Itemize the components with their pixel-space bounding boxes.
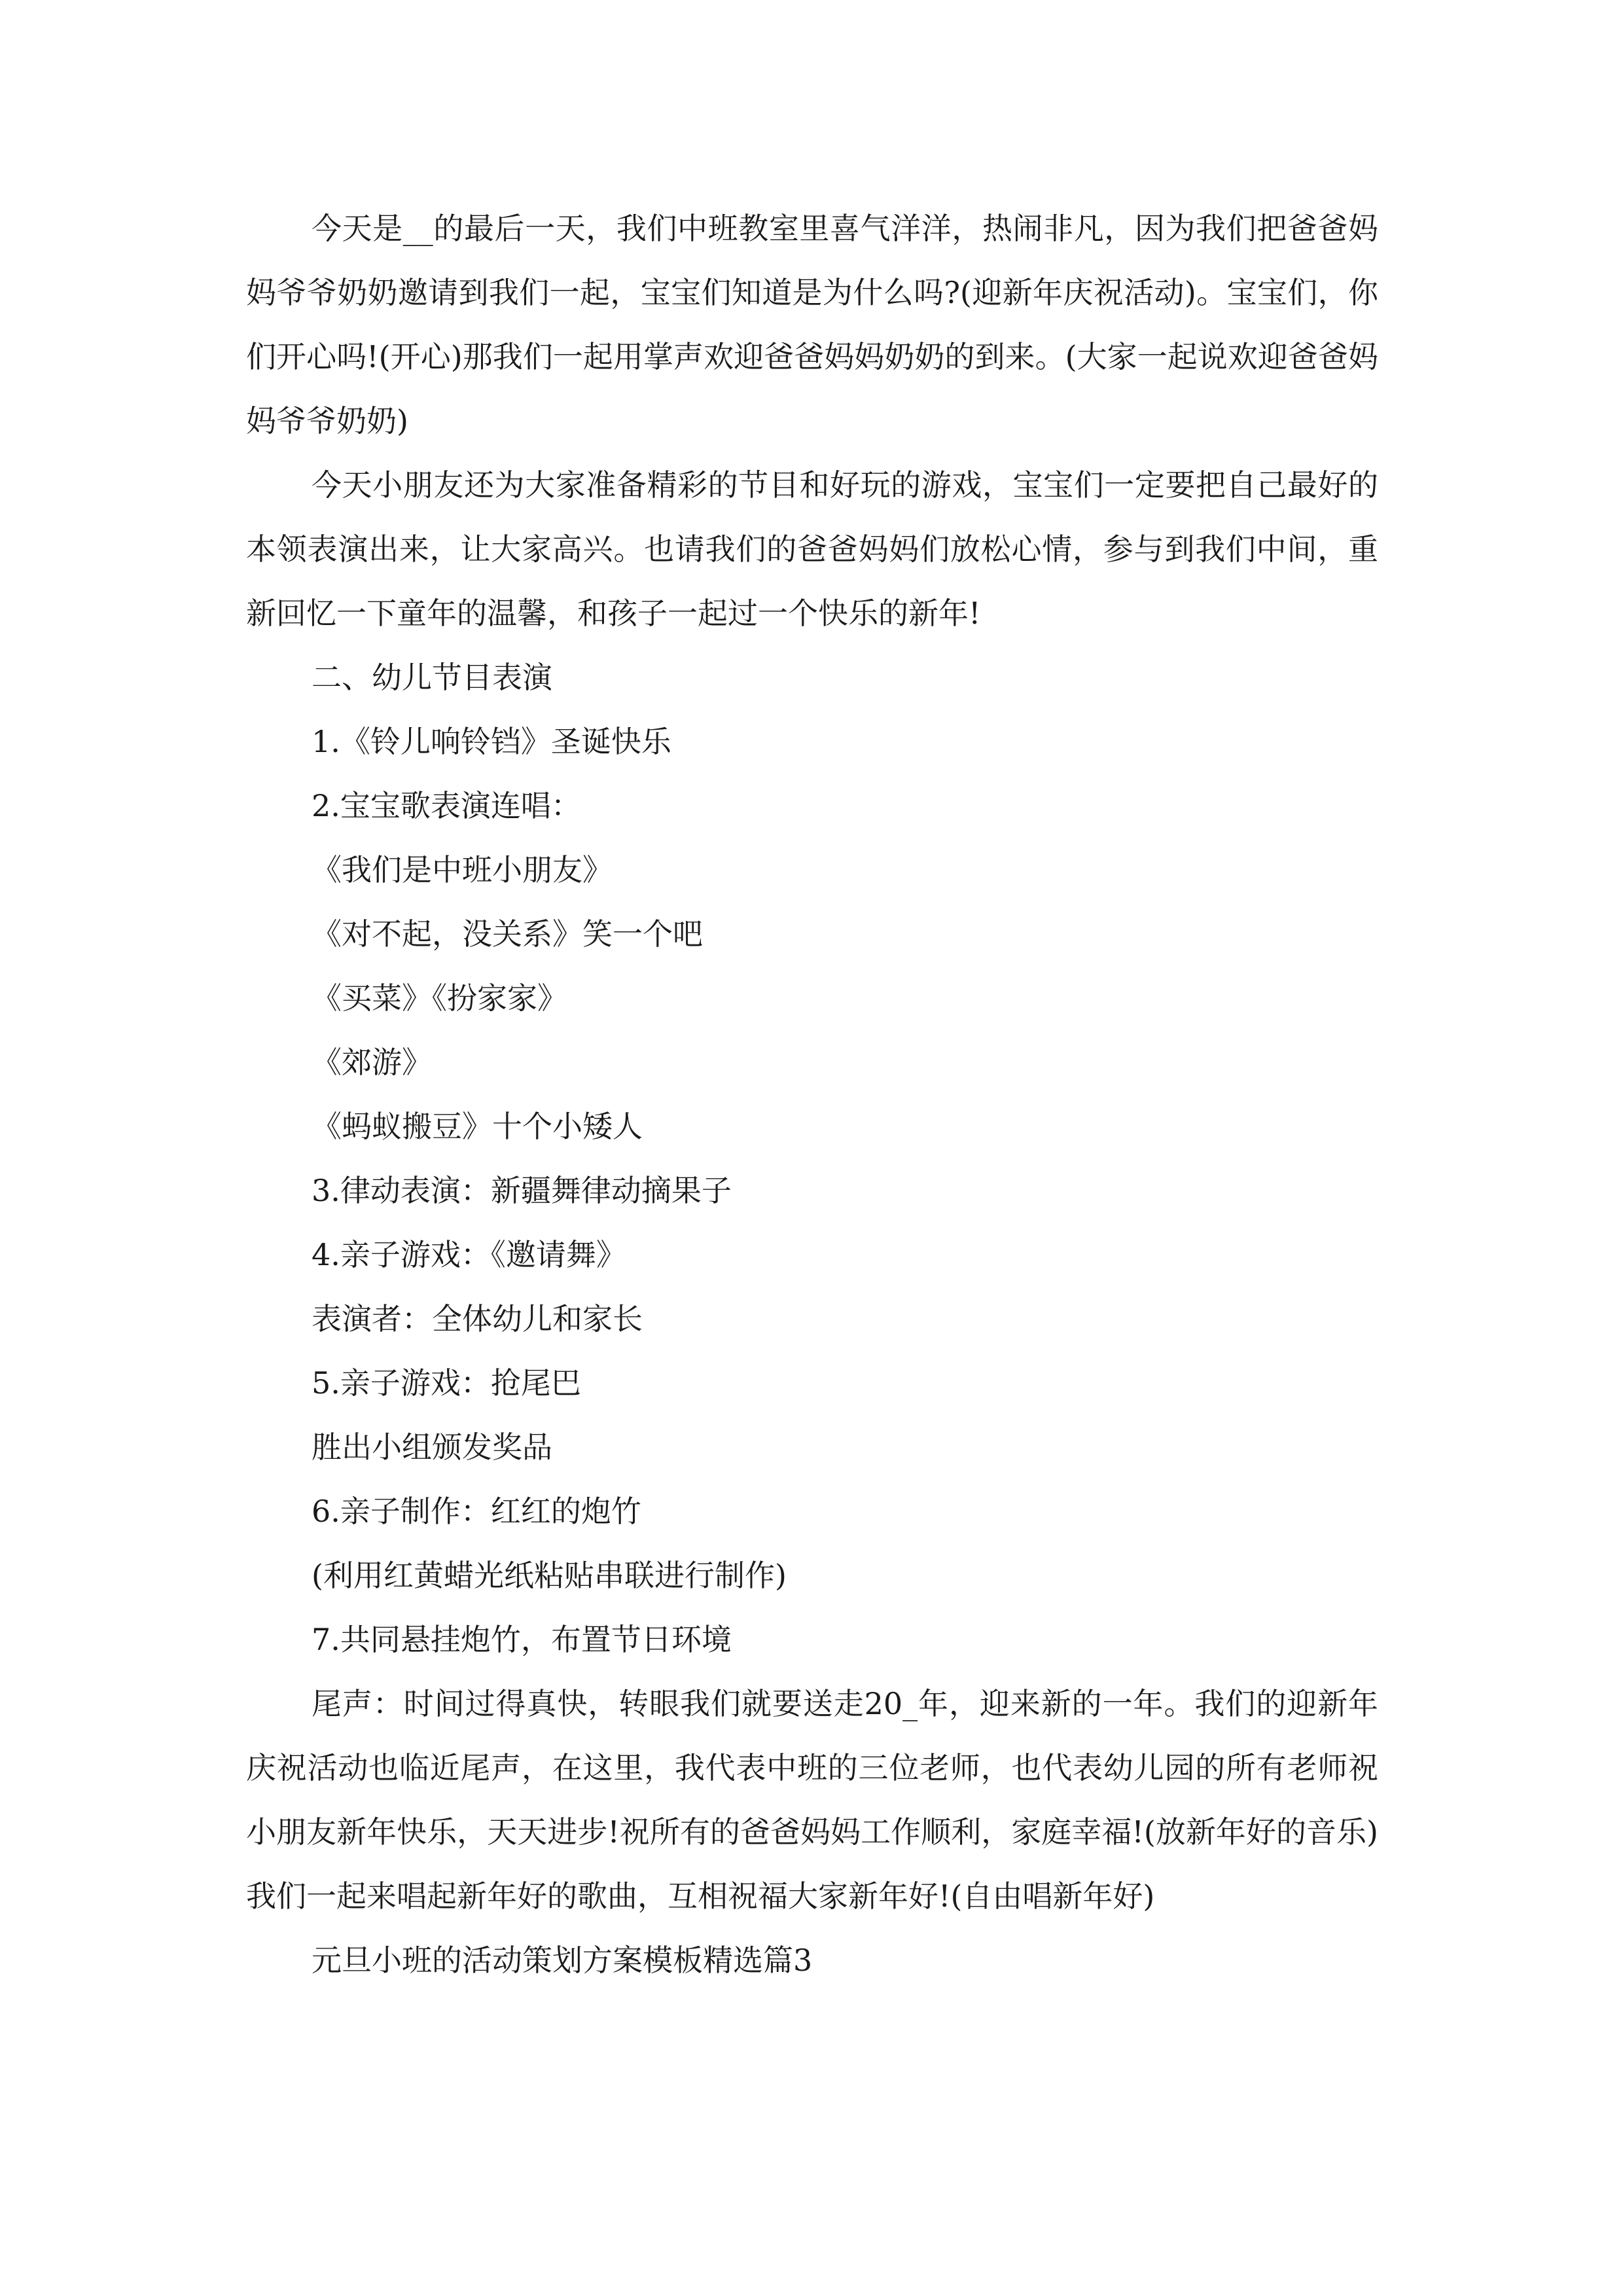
next-section-title: 元旦小班的活动策划方案模板精选篇3 xyxy=(312,1943,813,1978)
program-item: 胜出小组颁发奖品 xyxy=(312,1429,552,1465)
program-item: 《买菜》《扮家家》 xyxy=(312,980,567,1016)
program-item: 《对不起，没关系》笑一个吧 xyxy=(312,916,703,952)
program-item: 表演者：全体幼儿和家长 xyxy=(312,1301,643,1336)
program-item: (利用红黄蜡光纸粘贴串联进行制作) xyxy=(312,1558,787,1593)
document-page xyxy=(246,196,1378,1992)
program-item: 2.宝宝歌表演连唱： xyxy=(312,788,581,823)
program-paragraph: 今天小朋友还为大家准备精彩的节目和好玩的游戏，宝宝们一定要把自己最好的本领表演出来，让大家高兴。也请我们的爸爸妈妈们放松心情，参与到我们中间，重新回忆一下童年的温馨，和孩子一起过一个快乐的新年! xyxy=(246,467,1378,631)
program-item: 6.亲子制作：红红的炮竹 xyxy=(312,1494,641,1529)
intro-paragraph: 今天是__的最后一天，我们中班教室里喜气洋洋，热闹非凡，因为我们把爸爸妈妈爷爷奶奶邀请到我们一起，宝宝们知道是为什么吗?(迎新年庆祝活动)。宝宝们，你们开心吗!(开心)那我们一起用掌声欢迎爸爸妈妈奶奶的到来。(大家一起说欢迎爸爸妈妈爷爷奶奶) xyxy=(246,211,1378,439)
program-item: 3.律动表演：新疆舞律动摘果子 xyxy=(312,1173,732,1208)
closing-paragraph: 尾声：时间过得真快，转眼我们就要送走20_年，迎来新的一年。我们的迎新年庆祝活动也临近尾声，在这里，我代表中班的三位老师，也代表幼儿园的所有老师祝小朋友新年快乐，天天进步!祝所有的爸爸妈妈工作顺利，家庭幸福!(放新年好的音乐)我们一起来唱起新年好的歌曲，互相祝福大家新年好!(自由唱新年好) xyxy=(246,1686,1378,1914)
program-item: 《蚂蚁搬豆》十个小矮人 xyxy=(312,1109,643,1144)
program-item: 5.亲子游戏：抢尾巴 xyxy=(312,1365,581,1401)
program-item: 《郊游》 xyxy=(312,1045,432,1080)
section-heading: 二、幼儿节目表演 xyxy=(312,660,552,695)
program-item: 4.亲子游戏：《邀请舞》 xyxy=(312,1237,626,1272)
program-item: 《我们是中班小朋友》 xyxy=(312,852,613,888)
program-item: 7.共同悬挂炮竹，布置节日环境 xyxy=(312,1622,732,1657)
program-item: 1.《铃儿响铃铛》圣诞快乐 xyxy=(312,724,671,759)
